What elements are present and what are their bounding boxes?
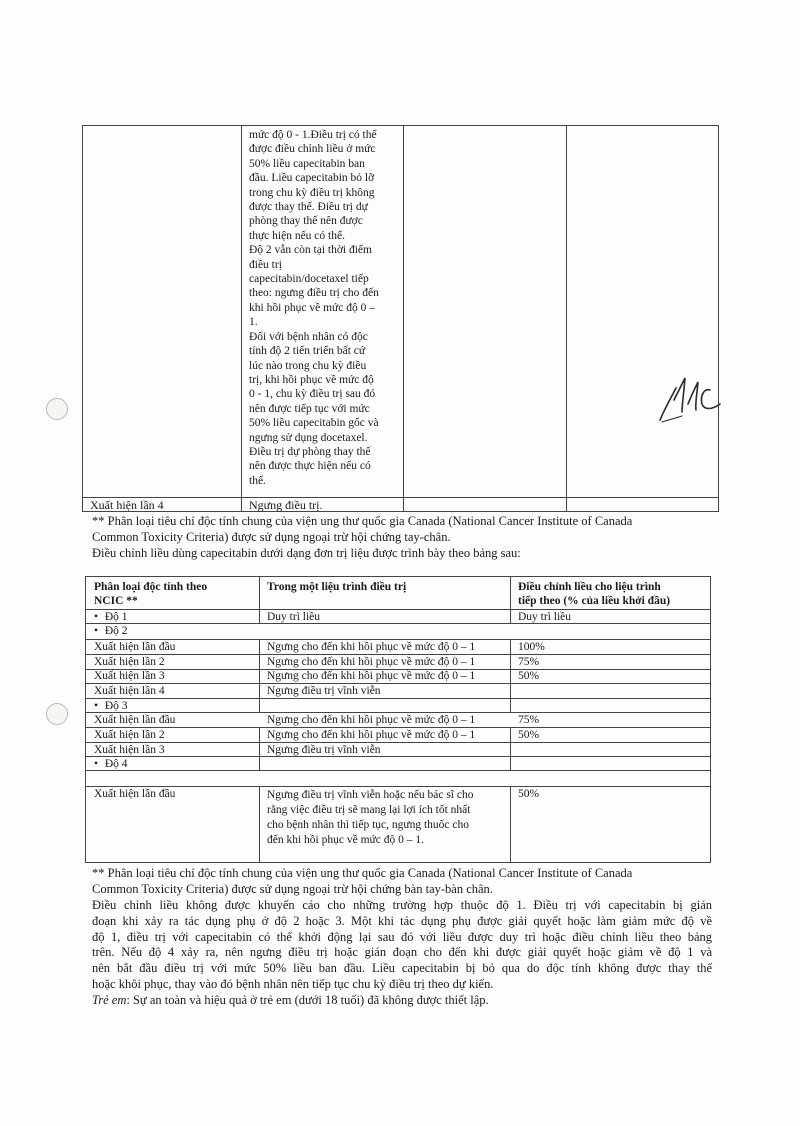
table-row-action: Ngưng cho đến khi hồi phục về mức độ 0 – 1 [267, 641, 476, 653]
children-label: Trẻ em [92, 993, 127, 1007]
table-row-action: Ngưng cho đến khi hồi phục về mức độ 0 – 1 [267, 670, 476, 682]
table-row: Xuất hiện lần đầu [94, 714, 176, 726]
intro-text: Điều chỉnh liều dùng capecitabin dưới dạng đơn trị liệu được trình bày theo bảng sau: [92, 546, 521, 560]
table-row: Xuất hiện lần 4 [94, 685, 165, 697]
grade-1-label: • Độ 1 [94, 611, 128, 623]
note-ncic-2-line2: Common Toxicity Criteria) được sử dụng ngoại trừ hội chứng bàn tay-bàn chân. [92, 882, 493, 896]
dose-modification-table [85, 576, 711, 863]
continuation-text: mức độ 0 - 1.Điều trị có thể được điều chỉnh liều ở mức 50% liều capecitabin ban đầu. Liều capecitabin bỏ lỡ trong chu kỳ điều trị không được thay thế. Điều trị dự phòng thay thế nên được thực hiện nếu có thể. Độ 2 vẫn còn tại thời điểm điều trị capecitabin/docetaxel tiếp theo: ngưng điều trị cho đến khi hồi phục về mức độ 0 – 1. Đối với bệnh nhân có độc tính độ 2 tiến triển bất cứ lúc nào trong chu kỳ điều trị, khi hồi phục về mức độ 0 - 1, chu kỳ điều trị sau đó nên được tiếp tục với mức 50% liều capecitabin gốc và ngưng sử dụng docetaxel. Điều trị dự phòng thay thế nên được thực hiện nếu có thể. [249, 129, 379, 487]
table-row: Xuất hiện lần 3 [94, 670, 165, 682]
header-during-course: Trong một liệu trình điều trị [267, 581, 407, 593]
header-toxicity-grade: Phân loại độc tính theo NCIC ** [94, 581, 208, 607]
grade-4-action: Ngưng điều trị vĩnh viễn hoặc nếu bác sĩ cho rằng việc điều trị sẽ mang lại lợi ích tốt nhất cho bệnh nhân thì tiếp tục, ngưng thuốc cho đến khi hồi phục về mức độ 0 – 1. [267, 789, 474, 846]
grade-1-action: Duy trì liều [267, 611, 321, 623]
note-ncic-2-line1: ** Phân loại tiêu chí độc tính chung của viện ung thư quốc gia Canada (National Cancer Institute of Canada [92, 866, 633, 880]
table-row-action: Ngưng điều trị vĩnh viễn [267, 744, 381, 756]
table-row-dose: 50% [518, 729, 540, 741]
header-next-course-dose: Điều chỉnh liều cho liệu trình tiếp theo (% của liều khởi đầu) [518, 581, 671, 607]
table-row: Xuất hiện lần 2 [94, 729, 165, 741]
table-row-dose: 75% [518, 656, 540, 668]
children-statement [92, 993, 489, 1009]
dose-adjustment-paragraph: Điều chỉnh liều không được khuyến cáo cho những trường hợp thuộc độ 1. Điều trị với capecitabin bị gián đoạn khi xảy ra tác dụng phụ ở độ 2 hoặc 3. Một khi tác dụng phụ được giải quyết hoặc làm giảm mức độ về độ 1, điều trị với capecitabin có thể khởi động lại sau đó với liều được duy trì hoặc điều chỉnh liều theo bảng trên. Nếu độ 4 xảy ra, nên ngưng điều trị hoặc gián đoạn cho đến khi được giải quyết hoặc giảm về độ 1 và nên bắt đầu điều trị với mức 50% liều ban đầu. Liều capecitabin bị bỏ qua do độc tính không được thay thế hoặc khôi phục, thay vào đó bệnh nhân nên tiếp tục chu kỳ điều trị theo dự kiến. [92, 898, 712, 991]
grade-1-dose: Duy trì liều [518, 611, 572, 623]
last-row-label: Xuất hiện lần 4 [90, 498, 164, 512]
note-ncic-1-line2: Common Toxicity Criteria) được sử dụng ngoại trừ hội chứng tay-chân. [92, 530, 451, 544]
table-row-dose: 100% [518, 641, 545, 653]
table-row: Xuất hiện lần 3 [94, 744, 165, 756]
punch-hole-top [46, 398, 68, 420]
table-row-action: Ngưng cho đến khi hồi phục về mức độ 0 – 1 [267, 656, 476, 668]
grade-3-label: • Độ 3 [94, 700, 128, 712]
table-row: Xuất hiện lần đầu [94, 641, 176, 653]
last-row-value: Ngưng điều trị. [249, 498, 323, 512]
table-row-action: Ngưng cho đến khi hồi phục về mức độ 0 – 1 [267, 714, 476, 726]
grade-4-label: • Độ 4 [94, 758, 128, 770]
table-row-action: Ngưng điều trị vĩnh viễn [267, 685, 381, 697]
continuation-table [82, 125, 719, 512]
signature-mark [652, 370, 728, 426]
punch-hole-bottom [46, 703, 68, 725]
table-row-action: Ngưng cho đến khi hồi phục về mức độ 0 – 1 [267, 729, 476, 741]
table-row-dose: 50% [518, 670, 540, 682]
grade-4-dose: 50% [518, 788, 540, 800]
note-ncic-1-line1: ** Phân loại tiêu chí độc tính chung của viện ung thư quốc gia Canada (National Cancer Institute of Canada [92, 514, 633, 528]
table-row: Xuất hiện lần đầu [94, 788, 176, 800]
grade-2-label: • Độ 2 [94, 625, 128, 637]
children-text: : Sự an toàn và hiệu quả ở trẻ em (dưới 18 tuổi) đã không được thiết lập. [126, 993, 489, 1007]
table-row: Xuất hiện lần 2 [94, 656, 165, 668]
table-row-dose: 75% [518, 714, 540, 726]
